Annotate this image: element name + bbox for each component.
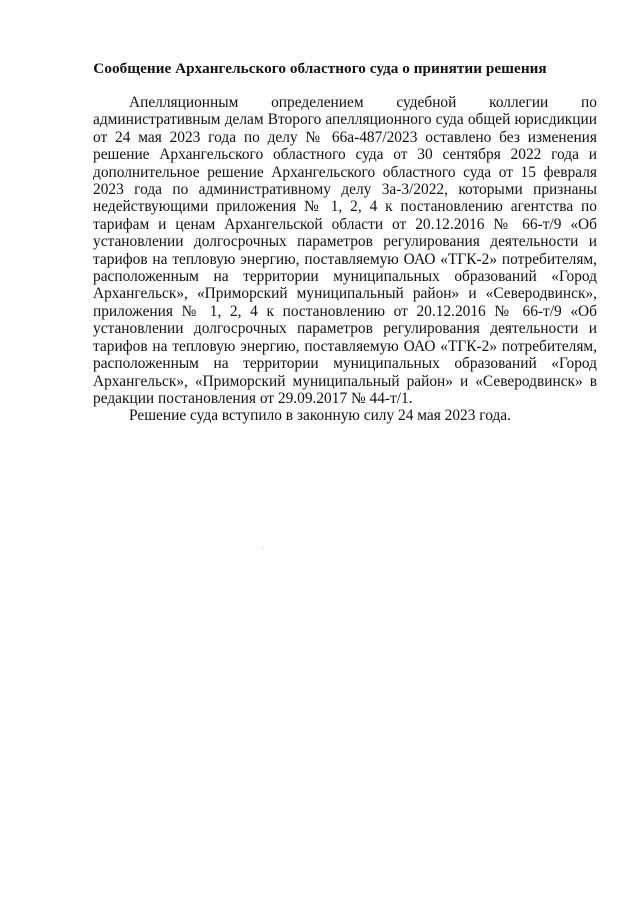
scan-speck	[262, 548, 263, 549]
document-body	[93, 94, 597, 425]
paragraph-decision: Апелляционным определением судебной коллегии по административным делам Второго апелляционного суда общей юрисдикции от 24 мая 2023 года по делу № 66а-487/2023 оставлено без изменения решение Архангельского областного суда от 30 сентября 2022 года и дополнительное решение Архангельского областного суда от 15 февраля 2023 года по административному делу 3а-3/2022, которыми признаны недействующими приложения № 1, 2, 4 к постановлению агентства по тарифам и ценам Архангельской области от 20.12.2016 № 66-т/9 «Об установлении долгосрочных параметров регулирования деятельности и тарифов на тепловую энергию, поставляемую ОАО «ТГК-2» потребителям, расположенным на территории муниципальных образований «Город Архангельск», «Приморский муниципальный район» и «Северодвинск», приложения № 1, 2, 4 к постановлению от 20.12.2016 № 66-т/9 «Об установлении долгосрочных параметров регулирования деятельности и тарифов на тепловую энергию, поставляемую ОАО «ТГК-2» потребителям, расположенным на территории муниципальных образований «Город Архангельск», «Приморский муниципальный район» и «Северодвинск» в редакции постановления от 29.09.2017 № 44-т/1.	[93, 94, 597, 407]
document-title: Сообщение Архангельского областного суда о принятии решения	[93, 60, 547, 77]
paragraph-effective: Решение суда вступило в законную силу 24 мая 2023 года.	[129, 407, 511, 425]
